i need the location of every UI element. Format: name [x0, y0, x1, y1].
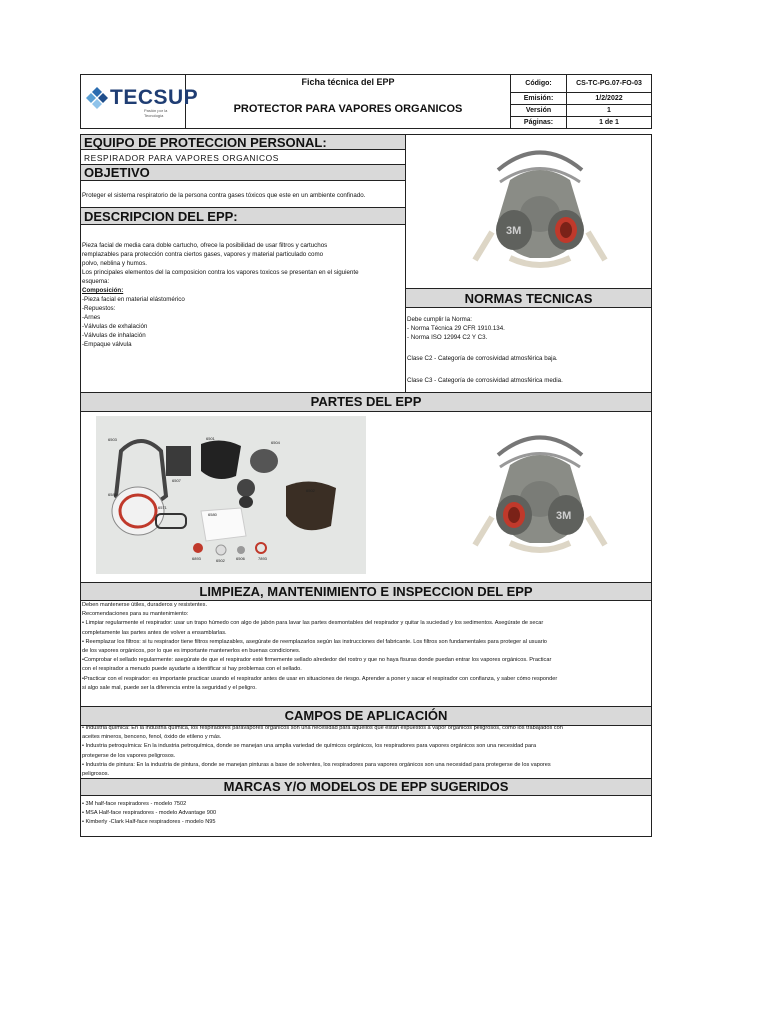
limpieza-line: • Reemplazar los filtros: si tu respirador tiene filtros remplazables, asegúrate de reemplazarlos según las instrucciones del fabricante. Los filtros son fundamentales para proteger al usuario: [82, 638, 547, 645]
descripcion-line: Los principales elementos del la composicion contra los vapores toxicos se presentan en el siguiente: [82, 269, 359, 276]
mask-brand-text: 3M: [556, 510, 572, 522]
campos-line: • Industria de pintura: En la industria de pintura, donde se manejan pinturas a base de solventes, los respiradores para vapores orgánicos son una necesidad para protegerse de los vapores: [82, 761, 551, 768]
part-label: 6507: [172, 478, 181, 483]
descripcion-body: [82, 241, 404, 349]
logo-tagline: Pasión por la Tecnología: [144, 108, 168, 118]
limpieza-line: •Practicar con el respirador: es importante practicar usando el respirador antes de usar en situaciones de riesgo. Aprender a poner y sacar el respirador con confianza, y saber cómo responder: [82, 675, 558, 682]
limpieza-line: Deben mantenerse útiles, duraderos y resistentes.: [82, 602, 207, 608]
part-label: 6503: [108, 437, 117, 442]
campos-line: peligrosos.: [82, 771, 110, 778]
descripcion-title: DESCRIPCION DEL EPP:: [80, 207, 406, 225]
part-label: 6580: [208, 512, 217, 517]
meta-code-value: CS-TC-PG.07-FO-03: [566, 74, 652, 93]
descripcion-line: polvo, neblina y humos.: [82, 260, 148, 267]
limpieza-line: •Comprobar el sellado regularmente: asegúrate de que el respirador esté firmemente sellado alrededor del rostro y que no haya fisuras donde puedan entrar los vapores orgánicos. Practicar: [82, 657, 552, 664]
composicion-label: Composición:: [82, 287, 124, 294]
part-label: 6501: [206, 436, 215, 441]
campos-line: aceites mineros, benceno, fenol, óxido de etileno y más.: [82, 734, 222, 741]
part-label: 6502: [306, 488, 315, 493]
meta-emision-label: Emisión:: [510, 92, 567, 105]
part-label: 6893: [192, 556, 201, 561]
marcas-line: • Kimberly -Clark Half-face respiradores - modelo N95: [82, 819, 216, 826]
objetivo-text: Proteger el sistema respiratorio de la persona contra gases tóxicos que este en un ambiente confinado.: [82, 192, 366, 199]
clase-c2: Clase C2 - Categoría de corrosividad atmosférica baja.: [407, 355, 558, 362]
marcas-line: • 3M half-face respiradores - modelo 7502: [82, 801, 187, 807]
meta-version-label: Versión: [510, 104, 567, 117]
clase-c3: Clase C3 - Categoría de corrosividad atmosférica media.: [407, 377, 563, 384]
limpieza-line: completamente las partes antes de volver a ensamblarlas.: [82, 629, 227, 636]
composicion-item: -Pieza facial en material elástomérico: [82, 296, 185, 303]
meta-version-value: 1: [566, 104, 652, 117]
part-label: 6571: [158, 505, 167, 510]
marcas-title: MARCAS Y/O MODELOS DE EPP SUGERIDOS: [80, 778, 652, 796]
normas-line: - Norma ISO 12994 C2 Y C3.: [407, 334, 488, 341]
normas-title: NORMAS TECNICAS: [405, 288, 652, 308]
descripcion-line: remplazables para protección contra ciertos gases, vapores y material particulado como: [82, 251, 324, 258]
equipo-title: EQUIPO DE PROTECCION PERSONAL:: [80, 134, 406, 150]
limpieza-title: LIMPIEZA, MANTENIMIENTO E INSPECCION DEL EPP: [80, 582, 652, 601]
meta-code-label: Código:: [510, 74, 567, 93]
part-label: 6504: [271, 440, 280, 445]
part-label: 6502: [216, 558, 225, 563]
part-label: 7893: [258, 556, 267, 561]
limpieza-line: • Limpiar regularmente el respirador: usar un trapo húmedo con algo de jabón para lavar las partes desmontables del respirador y quitar la suciedad y los sedimentos. Asegúrate de secar: [82, 620, 544, 627]
equipo-value: RESPIRADOR PARA VAPORES ORGANICOS: [80, 149, 406, 165]
composicion-item: -Repuestos:: [82, 305, 116, 312]
column-divider: [405, 134, 406, 392]
part-label: 6585: [108, 492, 117, 497]
meta-emision-value: 1/2/2022: [566, 92, 652, 105]
objetivo-title: OBJETIVO: [80, 164, 406, 181]
respirator-image-2: [470, 420, 610, 570]
header-meta-table: [510, 74, 652, 129]
normas-body: [407, 315, 650, 342]
campos-body: [82, 724, 650, 778]
descripcion-line: Pieza facial de media cara doble cartucho, ofrece la posibilidad de usar filtros y cartuchos: [82, 242, 328, 249]
campos-line: • Industria petroquímica: En la industria petroquímica, donde se manejan una amplia variedad de químicos orgánicos, los respiradores para vapores orgánicos son una necesidad para: [82, 743, 537, 750]
campos-line: protegerse de los vapores peligrosos.: [82, 752, 176, 759]
logo-text: TECSUP: [110, 86, 199, 109]
parts-photo: [96, 416, 366, 574]
part-label: 6506: [236, 556, 245, 561]
campos-title: CAMPOS DE APLICACIÓN: [80, 706, 652, 726]
limpieza-body: [82, 601, 650, 693]
partes-title: PARTES DEL EPP: [80, 392, 652, 412]
logo: [80, 74, 199, 129]
doc-title: PROTECTOR PARA VAPORES ORGANICOS: [233, 103, 463, 115]
normas-line: Debe cumplir la Norma:: [407, 316, 472, 323]
mask-brand-text: 3M: [506, 225, 522, 237]
respirator-image: [470, 140, 610, 280]
limpieza-line: con el respirador a menudo puede ayudarte a identificar si hay problemas con el sellado.: [82, 666, 302, 673]
composicion-item: -Válvulas de exhalación: [82, 323, 148, 330]
limpieza-line: si algo sale mal, puede ser la diferencia entre la seguridad y el peligro.: [82, 684, 257, 691]
meta-paginas-label: Páginas:: [510, 116, 567, 129]
composicion-item: -Empaque válvula: [82, 341, 132, 348]
marcas-body: [82, 800, 650, 828]
meta-paginas-value: 1 de 1: [566, 116, 652, 129]
limpieza-line: de los vapores orgánicos, por lo que es importante mantenerlos en buenas condiciones.: [82, 648, 301, 655]
campos-line: • Industria química: En la industria química, los respiradores paravapores orgánicos son una necesidad para aquellos que están expuestos a vapor orgánicos peligrosos, como los trabajados con: [82, 725, 563, 731]
parts-photo-svg: [96, 416, 366, 574]
normas-line: - Norma Técnica 29 CFR 1910.134.: [407, 325, 505, 332]
composicion-item: -Válvulas de inhalación: [82, 332, 146, 339]
tecsup-logo-icon: [85, 86, 109, 110]
composicion-item: -Arnes: [82, 314, 101, 321]
descripcion-line: esquema:: [82, 278, 110, 285]
marcas-line: • MSA Half-face respiradores - modelo Advantage 900: [82, 810, 217, 817]
doc-type: Ficha técnica del EPP: [301, 77, 395, 87]
limpieza-line: Recomendaciones para su mantenimiento:: [82, 611, 189, 618]
